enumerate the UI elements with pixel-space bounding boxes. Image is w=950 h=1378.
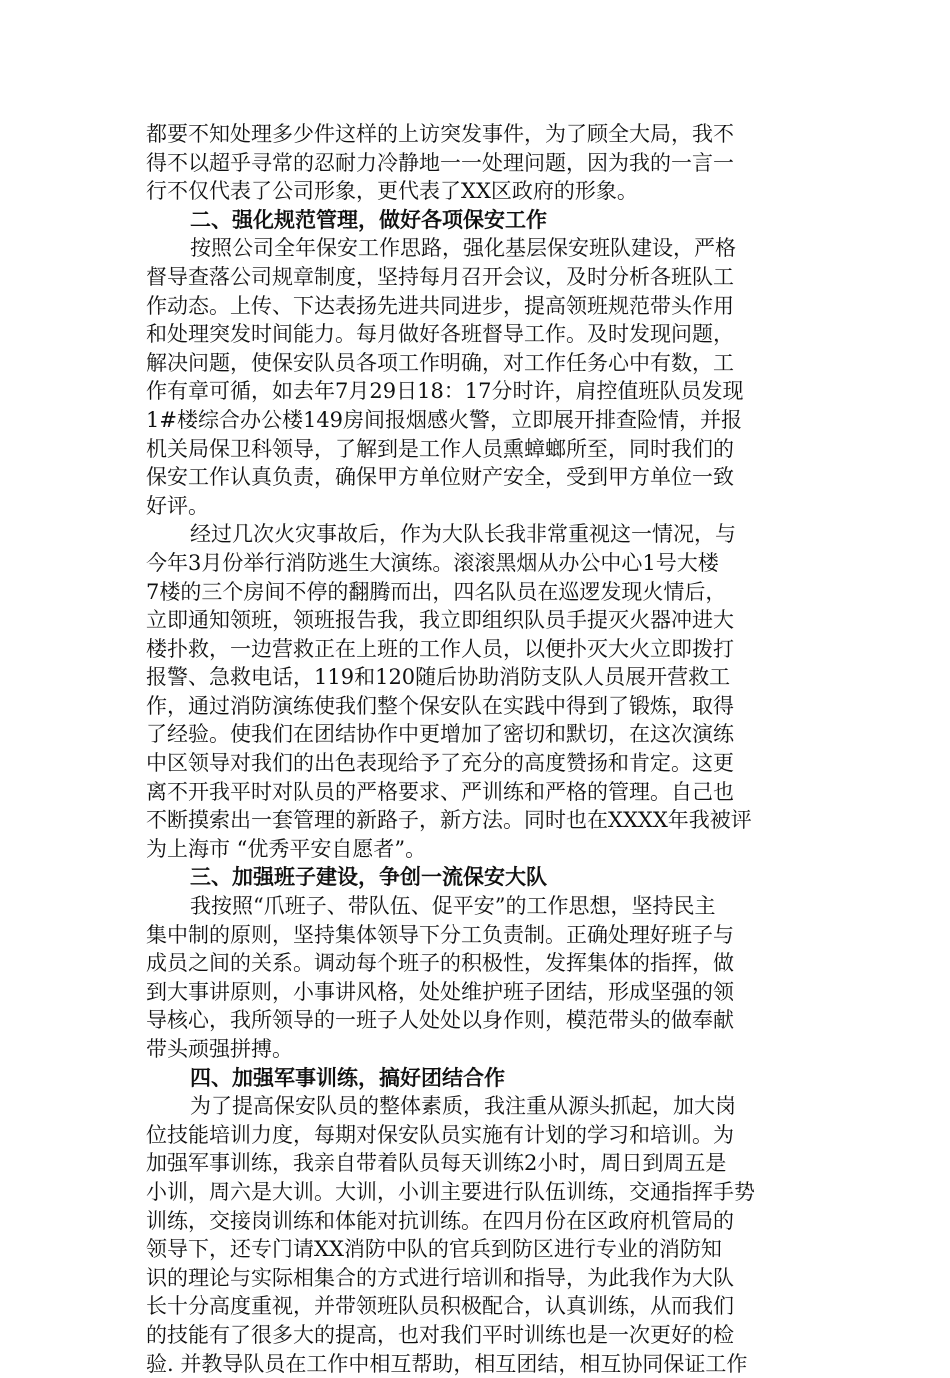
text-line: 不断摸索出一套管理的新路子，新方法。同时也在XXXX年我被评 bbox=[146, 808, 752, 833]
text-line: 到大事讲原则，小事讲风格，处处维护班子团结，形成坚强的领 bbox=[146, 979, 734, 1004]
text-line: 保安工作认真负责，确保甲方单位财产安全，受到甲方单位一致 bbox=[146, 465, 734, 490]
text-line: 报警、急救电话，119和120随后协助消防支队人员展开营救工 bbox=[146, 665, 731, 690]
text-line: 加强军事训练，我亲自带着队员每天训练2小时，周日到周五是 bbox=[146, 1151, 727, 1176]
text-line: 为上海市 “优秀平安自愿者”。 bbox=[146, 836, 427, 861]
text-line: 识的理论与实际相集合的方式进行培训和指导，为此我作为大队 bbox=[146, 1265, 734, 1290]
text-line: 好评。 bbox=[146, 493, 209, 518]
text-line: 按照公司全年保安工作思路，强化基层保安班队建设，严格 bbox=[190, 236, 736, 261]
text-line: 领导下，还专门请XX消防中队的官兵到防区进行专业的消防知 bbox=[146, 1237, 722, 1262]
text-line: 位技能培训力度，每期对保安队员实施有计划的学习和培训。为 bbox=[146, 1122, 734, 1147]
section-heading: 四、加强军事训练，搞好团结合作 bbox=[190, 1064, 505, 1090]
text-line: 带头顽强拼搏。 bbox=[146, 1037, 293, 1061]
text-line: 都要不知处理多少件这样的上访突发事件，为了顾全大局，我不 bbox=[146, 122, 734, 146]
text-line: 训练，交接岗训练和体能对抗训练。在四月份在区政府机管局的 bbox=[146, 1208, 734, 1233]
text-line: 导核心，我所领导的一班子人处处以身作则，模范带头的做奉献 bbox=[146, 1008, 734, 1033]
text-line: 7楼的三个房间不停的翻腾而出，四名队员在巡逻发现火情后， bbox=[146, 579, 727, 604]
text-line: 了经验。使我们在团结协作中更增加了密切和默切，在这次演练 bbox=[146, 722, 734, 747]
text-line: 我按照“爪班子、带队伍、促平安”的工作思想，坚持民主 bbox=[190, 894, 716, 919]
text-line: 的技能有了很多大的提高，也对我们平时训练也是一次更好的检 bbox=[146, 1322, 734, 1347]
text-line: 中区领导对我们的出色表现给予了充分的高度赞扬和肯定。这更 bbox=[146, 751, 734, 776]
text-line: 离不开我平时对队员的严格要求、严训练和严格的管理。自己也 bbox=[146, 779, 734, 804]
section-heading: 三、加强班子建设，争创一流保安大队 bbox=[190, 864, 547, 890]
text-line: 集中制的原则，坚持集体领导下分工负责制。正确处理好班子与 bbox=[146, 922, 734, 947]
text-line: 成员之间的关系。调动每个班子的积极性，发挥集体的指挥，做 bbox=[146, 951, 734, 976]
text-line: 行不仅代表了公司形象，更代表了XX区政府的形象。 bbox=[146, 179, 638, 204]
text-line: 今年3月份举行消防逃生大演练。滚滚黑烟从办公中心1号大楼 bbox=[146, 550, 719, 575]
text-line: 作有章可循，如去年7月29日18：17分时许，肩控值班队员发现 bbox=[146, 379, 744, 404]
text-line: 验. 并教导队员在工作中相互帮助，相互团结，相互协同保证工作 bbox=[146, 1351, 748, 1376]
section-heading: 二、强化规范管理，做好各项保安工作 bbox=[190, 206, 547, 232]
text-line: 经过几次火灾事故后，作为大队长我非常重视这一情况，与 bbox=[190, 522, 736, 547]
document-page bbox=[146, 120, 810, 1378]
text-line: 小训，周六是大训。大训，小训主要进行队伍训练，交通指挥手势 bbox=[146, 1179, 755, 1204]
text-line: 解决问题，使保安队员各项工作明确，对工作任务心中有数，工 bbox=[146, 350, 734, 375]
text-line: 1#楼综合办公楼149房间报烟感火警，立即展开排查险情，并报 bbox=[146, 407, 743, 432]
text-line: 作动态。上传、下达表扬先进共同进步，提高领班规范带头作用 bbox=[146, 293, 734, 318]
text-line: 得不以超乎寻常的忍耐力冷静地一一处理问题，因为我的一言一 bbox=[146, 150, 734, 175]
text-line: 作，通过消防演练使我们整个保安队在实践中得到了锻炼，取得 bbox=[146, 693, 734, 718]
text-line: 督导查落公司规章制度，坚持每月召开会议，及时分析各班队工 bbox=[146, 264, 734, 289]
text-line: 楼扑救，一边营救正在上班的工作人员，以便扑灭大火立即拨打 bbox=[146, 636, 734, 661]
text-line: 立即通知领班，领班报告我，我立即组织队员手提灭火器冲进大 bbox=[146, 608, 734, 633]
text-line: 为了提高保安队员的整体素质，我注重从源头抓起，加大岗 bbox=[190, 1094, 736, 1119]
text-line: 长十分高度重视，并带领班队员积极配合，认真训练，从而我们 bbox=[146, 1294, 734, 1319]
text-line: 机关局保卫科领导，了解到是工作人员熏蟑螂所至，同时我们的 bbox=[146, 436, 734, 461]
text-line: 和处理突发时间能力。每月做好各班督导工作。及时发现问题， bbox=[146, 322, 734, 347]
